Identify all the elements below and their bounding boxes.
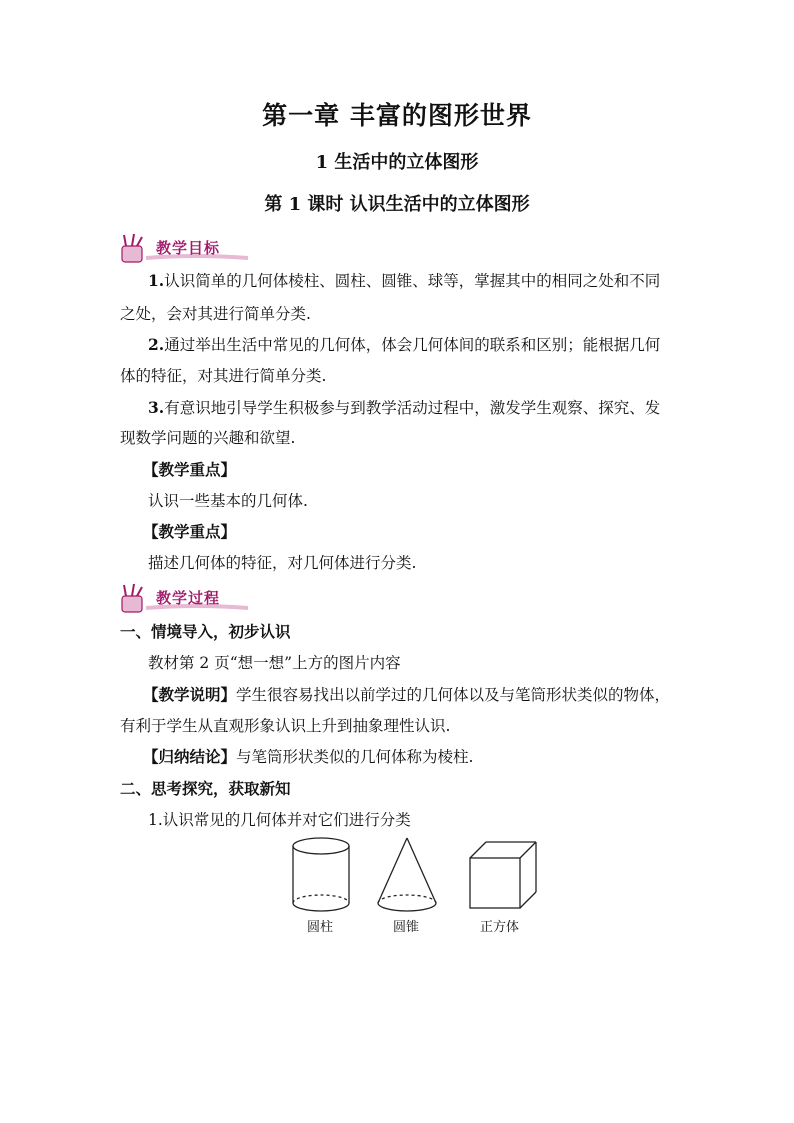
goal-1-line1: 1.认识简单的几何体棱柱、圆柱、圆锥、球等，掌握其中的相同之处和不同 <box>148 271 661 290</box>
goal-2-line2: 体的特征，对其进行简单分类. <box>120 367 327 385</box>
goal-2-line1: 2.通过举出生活中常见的几何体，体会几何体间的联系和区别；能根据几何 <box>148 335 661 354</box>
part-1-text: 教材第 2 页“想一想”上方的图片内容 <box>148 654 401 672</box>
goals-header-label: 教学目标 <box>156 239 221 257</box>
cone-caption: 圆锥 <box>393 920 420 935</box>
section-title: 1 生活中的立体图形 <box>315 152 479 173</box>
cube-caption: 正方体 <box>480 920 520 935</box>
focus-label-1: 【教学重点】 <box>143 460 237 479</box>
focus-text-2: 描述几何体的特征，对几何体进行分类. <box>148 554 417 572</box>
part-1-title: 一、情境导入，初步认识 <box>120 622 291 641</box>
process-header-label: 教学过程 <box>156 589 221 607</box>
part-2-title: 二、思考探究，获取新知 <box>120 779 291 798</box>
goal-3-line1: 3.有意识地引导学生积极参与到教学活动过程中，激发学生观察、探究、发 <box>148 398 661 417</box>
process-header <box>116 582 256 616</box>
chapter-title: 第一章 丰富的图形世界 <box>262 101 532 130</box>
conclusion-paragraph: 【归纳结论】与笔筒形状类似的几何体称为棱柱. <box>143 747 474 766</box>
solid-figures <box>284 836 544 920</box>
focus-label-2: 【教学重点】 <box>143 522 237 541</box>
goals-header <box>116 232 256 266</box>
cube-figure <box>470 842 536 908</box>
goal-1-line2: 之处，会对其进行简单分类. <box>120 305 311 323</box>
cylinder-figure <box>293 838 349 911</box>
cone-figure <box>378 838 436 911</box>
part-2-item: 1.认识常见的几何体并对它们进行分类 <box>148 811 411 829</box>
explain-paragraph-line1: 【教学说明】学生很容易找出以前学过的几何体以及与笔筒形状类似的物体， <box>143 685 671 704</box>
cylinder-caption: 圆柱 <box>307 920 334 935</box>
goal-3-line2: 现数学问题的兴趣和欲望. <box>120 429 296 447</box>
focus-text-1: 认识一些基本的几何体. <box>148 492 308 510</box>
explain-paragraph-line2: 有利于学生从直观形象认识上升到抽象理性认识. <box>120 717 451 735</box>
lesson-title: 第 1 课时 认识生活中的立体图形 <box>264 194 530 215</box>
